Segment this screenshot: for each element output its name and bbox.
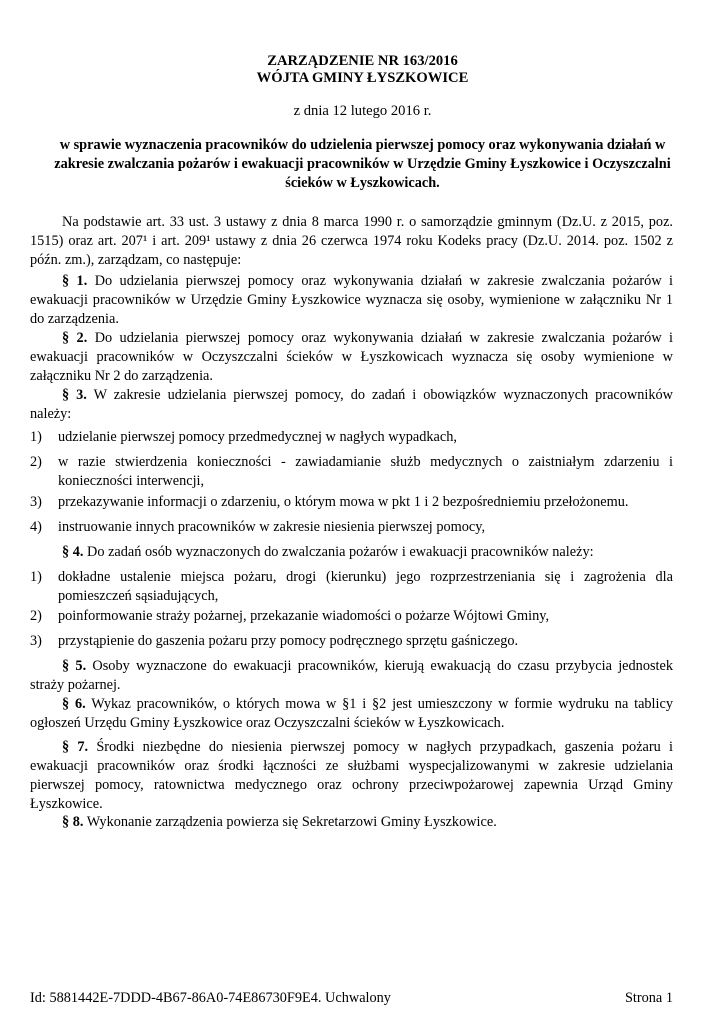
list-number: 3) [30,633,42,649]
list-number: 3) [30,494,42,510]
section-number: § 3. [62,387,87,403]
list-text: dokładne ustalenie miejsca pożaru, drogi (kierunku) jego rozprzestrzeniania się i zagrożenia dla pomieszczeń sąsiadujących, [58,569,673,604]
section-7 [30,738,673,814]
section-5 [30,657,673,695]
document-title-line2: WÓJTA GMINY ŁYSZKOWICE [256,70,469,86]
section-text: Wykonanie zarządzenia powierza się Sekretarzowi Gminy Łyszkowice. [86,814,497,830]
list-number: 1) [30,569,42,585]
list-number: 2) [30,608,42,624]
section-number: § 2. [62,330,88,346]
section-text: Osoby wyznaczone do ewakuacji pracowników, kierują ewakuacją do czasu przybycia jednostek straży pożarnej. [30,658,673,693]
section-2 [30,329,673,386]
document-id: Id: 5881442E-7DDD-4B67-86A0-74E86730F9E4. Uchwalony [30,990,391,1006]
section-text: Do udzielania pierwszej pomocy oraz wykonywania działań w zakresie zwalczania pożarów i ewakuacji pracowników w Oczyszczalni ścieków w Łyszkowicach wyznacza się osoby wymienione w załączniku Nr 2 do zarządzenia. [30,330,674,384]
section-text: Środki niezbędne do niesienia pierwszej pomocy w nagłych przypadkach, gaszenia pożaru i ewakuacji pracowników oraz środki łączności ze służbami wyspecjalizowanymi w zakresie udzielania pierwszej pomocy, ratownictwa medycznego oraz ochrony przeciwpożarowej zapewnia Urząd Gminy Łyszkowice. [30,739,673,812]
section-number: § 6. [62,696,86,712]
list-number: 4) [30,519,42,535]
section-number: § 4. [62,544,84,560]
list-number: 1) [30,429,42,445]
section-1 [30,272,673,329]
section-text: W zakresie udzielania pierwszej pomocy, do zadań i obowiązków wyznaczonych pracowników należy: [30,387,673,422]
list-text: w razie stwierdzenia konieczności - zawiadamianie służb medycznych o zaistniałym zdarzeniu i konieczności interwencji, [58,454,673,489]
document-title-line1: ZARZĄDZENIE NR 163/2016 [267,53,458,69]
document-subject: w sprawie wyznaczenia pracowników do udzielenia pierwszej pomocy oraz wykonywania działań w zakresie zwalczania pożarów i ewakuacji pracowników w Urzędzie Gminy Łyszkowice i Oczyszczalni ścieków w Łyszkowicach. [54,137,671,191]
section-number: § 1. [62,273,88,289]
section-number: § 5. [62,658,87,674]
list-text: poinformowanie straży pożarnej, przekazanie wiadomości o pożarze Wójtowi Gminy, [58,608,550,624]
list-text: przystąpienie do gaszenia pożaru przy pomocy podręcznego sprzętu gaśniczego. [58,633,519,649]
section-text: Wykaz pracowników, o których mowa w §1 i §2 jest umieszczony w formie wydruku na tablicy ogłoszeń Urzędu Gminy Łyszkowice oraz Oczyszczalni ścieków w Łyszkowicach. [30,696,673,731]
section-number: § 8. [62,814,84,830]
section-3 [30,386,673,424]
section-text: Do zadań osób wyznaczonych do zwalczania pożarów i ewakuacji pracowników należy: [87,544,594,560]
page-number: Strona 1 [624,990,673,1006]
section-number: § 7. [62,739,89,755]
list-text: udzielanie pierwszej pomocy przedmedycznej w nagłych wypadkach, [58,429,457,445]
section-text: Do udzielania pierwszej pomocy oraz wykonywania działań w zakresie zwalczania pożarów i ewakuacji pracowników w Urzędzie Gminy Łyszkowice wyznacza się osoby, wymienione w załączniku Nr 1 do zarządzenia. [30,273,674,327]
list-text: instruowanie innych pracowników w zakresie niesienia pierwszej pomocy, [58,519,486,535]
section-4 [30,543,673,562]
list-text: przekazywanie informacji o zdarzeniu, o którym mowa w pkt 1 i 2 bezpośredniemiu przełożonemu. [58,494,629,510]
preamble: Na podstawie art. 33 ust. 3 ustawy z dnia 8 marca 1990 r. o samorządzie gminnym (Dz.U. z 2015, poz. 1515) oraz art. 207¹ i art. 209¹ ustawy z dnia 26 czerwca 1974 roku Kodeks pracy (Dz.U. 2014. poz. 1502 z późn. zm.), zarządzam, co następuje: [30,214,673,268]
section-8 [30,813,673,832]
document-date: z dnia 12 lutego 2016 r. [293,103,432,119]
section-6 [30,695,673,733]
list-number: 2) [30,454,42,470]
